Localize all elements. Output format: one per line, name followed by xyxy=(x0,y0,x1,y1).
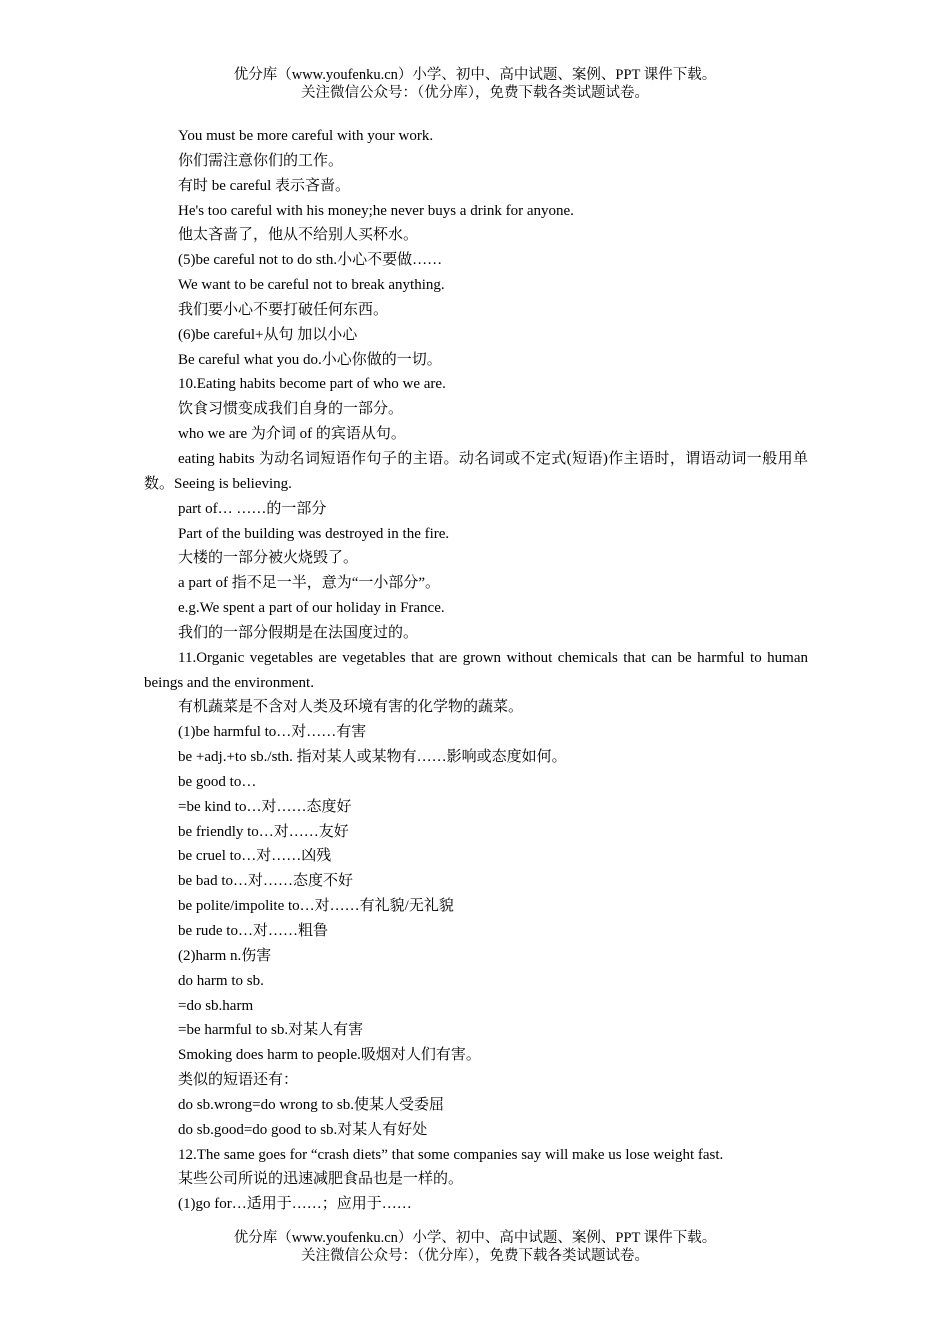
footer-line-2: 关注微信公众号：（优分库），免费下载各类试题试卷。 xyxy=(301,1248,649,1264)
text-line: (2)harm n.伤害 xyxy=(178,947,272,964)
text-line: =be kind to…对……态度好 xyxy=(178,798,352,815)
page-header xyxy=(0,66,950,102)
text-line: a part of 指不足一半，意为“一小部分”。 xyxy=(178,575,441,592)
text-line: be good to… xyxy=(178,773,257,790)
text-line: =do sb.harm xyxy=(178,997,254,1014)
header-line-2: 关注微信公众号：（优分库），免费下载各类试题试卷。 xyxy=(301,85,649,101)
text-line: You must be more careful with your work. xyxy=(178,128,434,144)
text-line: be +adj.+to sb./sth. 指对某人或某物有……影响或态度如何。 xyxy=(178,749,567,766)
text-paragraph: eating habits 为动名词短语作句子的主语。动名词或不定式(短语)作主语时，谓语动词一般用单数。Seeing is believing. xyxy=(144,450,808,492)
text-line: be rude to…对……粗鲁 xyxy=(178,923,328,939)
text-line: do harm to sb. xyxy=(178,972,264,989)
text-line: (1)go for…适用于……；应用于…… xyxy=(178,1196,412,1213)
text-paragraph: 11.Organic vegetables are vegetables that are grown without chemicals that can be harmful to human beings and the environment. xyxy=(144,649,808,691)
text-line: (1)be harmful to…对……有害 xyxy=(178,724,367,741)
text-line: 我们要小心不要打破任何东西。 xyxy=(178,301,389,318)
text-line: be polite/impolite to…对……有礼貌/无礼貌 xyxy=(178,898,454,915)
text-line: 大楼的一部分被火烧毁了。 xyxy=(178,550,359,567)
text-line: 某些公司所说的迅速减肥食品也是一样的。 xyxy=(178,1171,464,1188)
footer-line-1: 优分库（www.youfenku.cn）小学、初中、高中试题、案例、PPT 课件下载。 xyxy=(233,1230,717,1246)
text-line: do sb.wrong=do wrong to sb.使某人受委屈 xyxy=(178,1096,444,1113)
page-footer xyxy=(0,1229,950,1265)
text-line: 类似的短语还有： xyxy=(178,1072,299,1089)
text-line: 12.The same goes for “crash diets” that some companies say will make us lose weight fast. xyxy=(178,1146,724,1163)
text-line: e.g.We spent a part of our holiday in France. xyxy=(178,600,445,617)
text-line: Smoking does harm to people.吸烟对人们有害。 xyxy=(178,1047,481,1064)
text-line: Part of the building was destroyed in the fire. xyxy=(178,525,450,542)
document-body xyxy=(144,124,808,1217)
text-line: 他太吝啬了，他从不给别人买杯水。 xyxy=(178,227,419,244)
text-line: 饮食习惯变成我们自身的一部分。 xyxy=(178,401,404,418)
header-line-1: 优分库（www.youfenku.cn）小学、初中、高中试题、案例、PPT 课件下载。 xyxy=(233,67,717,83)
text-line: (6)be careful+从句 加以小心 xyxy=(178,326,358,343)
text-line: who we are 为介词 of 的宾语从句。 xyxy=(178,426,406,443)
text-line: 有机蔬菜是不含对人类及环境有害的化学物的蔬菜。 xyxy=(178,699,524,716)
text-line: We want to be careful not to break anything. xyxy=(178,277,445,294)
text-line: 10.Eating habits become part of who we are. xyxy=(178,376,446,393)
text-line: part of… ……的一部分 xyxy=(178,500,327,517)
text-line: Be careful what you do.小心你做的一切。 xyxy=(178,351,442,368)
text-line: 我们的一部分假期是在法国度过的。 xyxy=(178,624,419,641)
text-line: (5)be careful not to do sth.小心不要做…… xyxy=(178,252,443,269)
text-line: be bad to…对……态度不好 xyxy=(178,873,353,890)
text-line: be cruel to…对……凶残 xyxy=(178,848,332,865)
text-line: He's too careful with his money;he never buys a drink for anyone. xyxy=(178,202,574,219)
text-line: 有时 be careful 表示吝啬。 xyxy=(178,177,351,194)
text-line: 你们需注意你们的工作。 xyxy=(178,152,344,169)
text-line: =be harmful to sb.对某人有害 xyxy=(178,1022,364,1039)
text-line: be friendly to…对……友好 xyxy=(178,823,349,840)
text-line: do sb.good=do good to sb.对某人有好处 xyxy=(178,1121,428,1138)
